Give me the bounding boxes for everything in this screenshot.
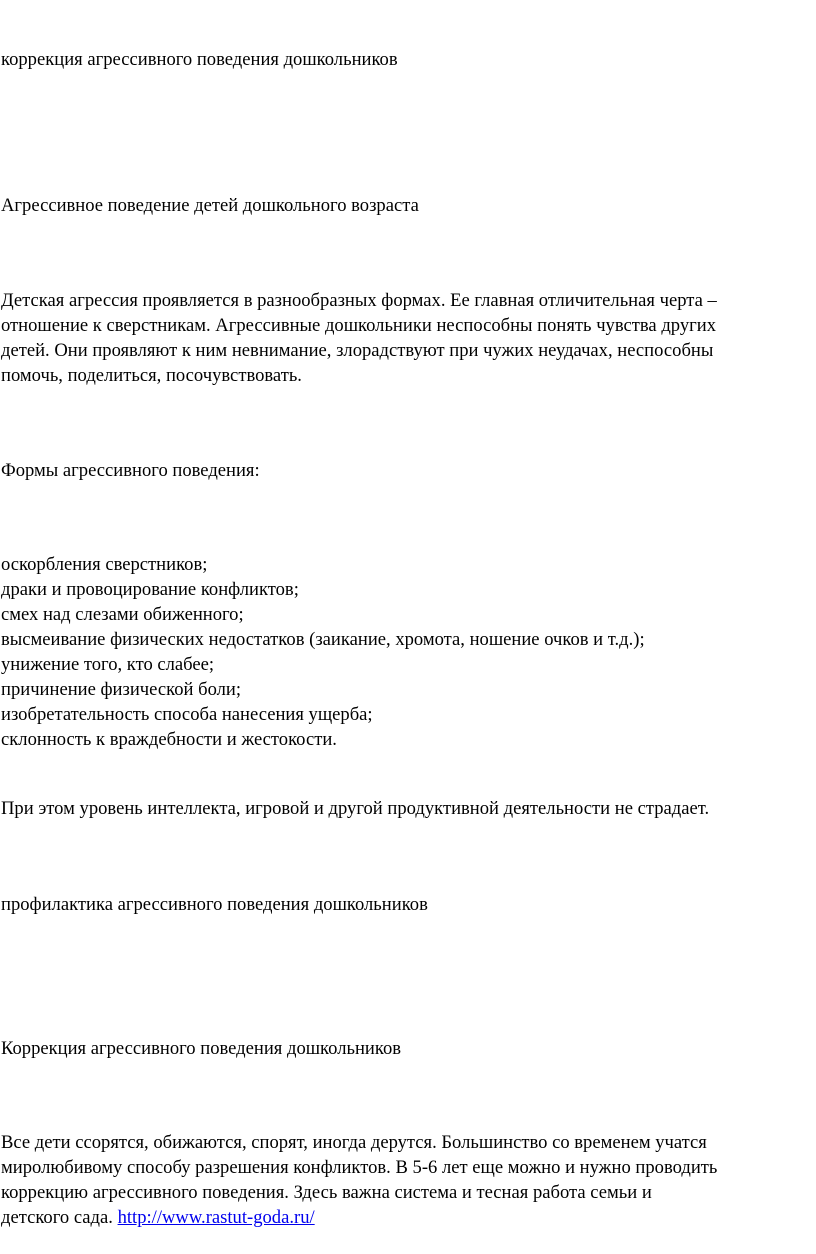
paragraph-line: отношение к сверстникам. Агрессивные дошкольники неспособны понять чувства других — [1, 315, 717, 336]
list-item: изобретательность способа нанесения ущерба; — [1, 704, 373, 725]
summary-paragraph — [1, 796, 813, 821]
paragraph-line: коррекцию агрессивного поведения. Здесь важна система и тесная работа семьи и — [1, 1182, 652, 1203]
paragraph-line-last — [1, 1205, 813, 1230]
forms-heading-text: Формы агрессивного поведения: — [1, 460, 260, 481]
title-text: коррекция агрессивного поведения дошкольников — [1, 49, 398, 70]
title-text: Коррекция агрессивного поведения дошкольников — [1, 1038, 402, 1059]
paragraph-text: детского сада. — [1, 1207, 118, 1228]
list-item: высмеивание физических недостатков (заикание, хромота, ношение очков и т.д.); — [1, 629, 645, 650]
forms-list — [1, 552, 813, 752]
document-title — [1, 47, 813, 72]
forms-heading — [1, 458, 813, 483]
correction-title — [1, 1036, 813, 1061]
paragraph-line: миролюбивому способу разрешения конфликтов. В 5-6 лет еще можно и нужно проводить — [1, 1157, 718, 1178]
list-item: оскорбления сверстников; — [1, 554, 208, 575]
heading-text: Агрессивное поведение детей дошкольного возраста — [1, 195, 419, 216]
title-text: профилактика агрессивного поведения дошкольников — [1, 894, 428, 915]
paragraph-line: детей. Они проявляют к ним невнимание, злорадствуют при чужих неудачах, неспособны — [1, 340, 714, 361]
intro-paragraph — [1, 288, 813, 388]
list-item: смех над слезами обиженного; — [1, 604, 244, 625]
list-item: причинение физической боли; — [1, 679, 242, 700]
paragraph-line: При этом уровень интеллекта, игровой и другой продуктивной деятельности не страдает. — [1, 798, 710, 819]
source-link[interactable]: http://www.rastut-goda.ru/ — [117, 1207, 315, 1228]
paragraph-line: Детская агрессия проявляется в разнообразных формах. Ее главная отличительная черта – — [1, 290, 717, 311]
list-item: драки и провоцирование конфликтов; — [1, 579, 299, 600]
list-item: унижение того, кто слабее; — [1, 654, 215, 675]
closing-paragraph — [1, 1130, 813, 1230]
paragraph-line: помочь, поделиться, посочувствовать. — [1, 365, 302, 386]
section-heading — [1, 193, 813, 218]
prevention-title — [1, 892, 813, 917]
paragraph-line: Все дети ссорятся, обижаются, спорят, иногда дерутся. Большинство со временем учатся — [1, 1132, 707, 1153]
list-item: склонность к враждебности и жестокости. — [1, 729, 337, 750]
